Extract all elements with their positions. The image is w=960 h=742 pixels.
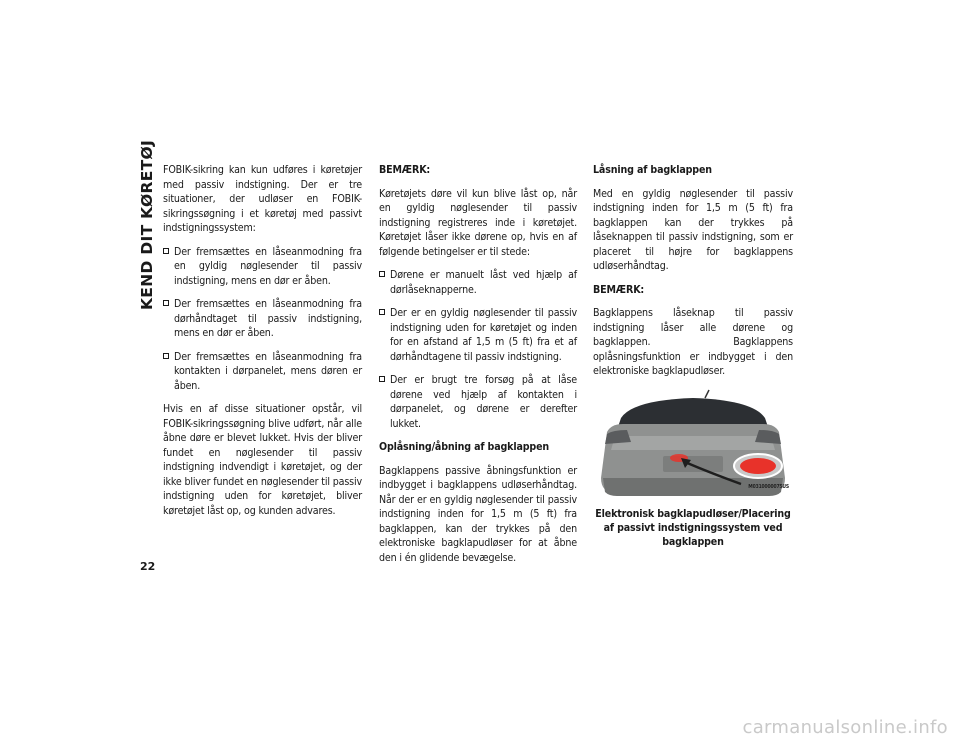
intro-paragraph: FOBIK-sikring kan kun udføres i køretøjer med passiv indstigning. Der er tre situationer, der udløser en FOBIK-sikringssøgning i et køretøj med passivt indstigningssystem:	[163, 164, 362, 234]
list-item-text: Dørene er manuelt låst ved hjælp af dørlåseknapperne.	[390, 269, 577, 296]
list-item	[379, 268, 577, 297]
watermark-logo: carmanualsonline.info	[742, 717, 948, 738]
section-heading: Låsning af bagklappen	[593, 164, 712, 176]
list-item	[379, 373, 577, 431]
column-1	[163, 163, 362, 527]
trigger-list	[163, 245, 362, 394]
column-3	[593, 163, 793, 558]
condition-list	[379, 268, 577, 431]
note-text: Bagklappens låseknap til passiv indstigning låser alle dørene og bagklappen. Bagklappens oplåsningsfunktion er indbygget i den elektroniske bagklapudløser.	[593, 307, 793, 377]
list-item	[163, 245, 362, 289]
list-item	[163, 297, 362, 341]
section-heading: Oplåsning/åbning af bagklappen	[379, 441, 550, 453]
checkbox-bullet-icon	[163, 248, 169, 254]
figure-caption: Elektronisk bagklapudløser/Placering af passivt indstigningssystem ved bagklappen	[595, 507, 791, 548]
figure-code: M0310000075US	[748, 484, 789, 490]
checkbox-bullet-icon	[379, 376, 385, 382]
list-item-text: Der er en gyldig nøglesender til passiv indstigning uden for køretøjet og inden for en afstand af 1,5 m (5 ft) fra et af dørhåndtagene til passiv indstigning.	[390, 307, 577, 363]
checkbox-bullet-icon	[379, 271, 385, 277]
list-item	[163, 350, 362, 394]
column-2	[379, 163, 577, 574]
body-paragraph: Med en gyldig nøglesender til passiv indstigning inden for 1,5 m (5 ft) fra bagklappen kan der trykkes på låseknappen til passiv indstigning, som er placeret til højre for bagklappens udløserhåndtag.	[593, 187, 793, 272]
note-label: BEMÆRK:	[593, 283, 645, 296]
list-item-text: Der er brugt tre forsøg på at låse dørene ved hjælp af kontakten i dørpanelet, og dørene er derefter lukket.	[390, 374, 577, 430]
outro-paragraph: Hvis en af disse situationer opstår, vil FOBIK-sikringssøgning blive udført, når alle åbne døre er blevet lukket. Hvis der bliver fundet en nøglesender til passiv indstigning indvendigt i køretøjet, og der ikke bliver fundet en nøglesender til passiv indstigning uden for køretøjet, bliver køretøjet låst op, og kunden advares.	[163, 403, 362, 517]
section-title-vertical: KEND DIT KØRETØJ	[138, 139, 156, 310]
list-item-text: Der fremsættes en låseanmodning fra en gyldig nøglesender til passiv indstigning, mens en dør er åben.	[174, 245, 362, 287]
list-item	[379, 306, 577, 364]
liftgate-figure	[593, 388, 793, 503]
list-item-text: Der fremsættes en låseanmodning fra dørhåndtaget til passiv indstigning, mens en dør er åben.	[174, 298, 362, 339]
list-item-text: Der fremsættes en låseanmodning fra kontakten i dørpanelet, mens døren er åben.	[174, 350, 362, 392]
body-paragraph: Bagklappens passive åbningsfunktion er indbygget i bagklappens udløserhåndtag. Når der er en gyldig nøglesender til passiv indstigning inden for 1,5 m (5 ft) fra bagklappen, kan der trykkes på den elektroniske bagklapudløser for at åbne den i én glidende bevægelse.	[379, 464, 577, 564]
checkbox-bullet-icon	[163, 300, 169, 306]
checkbox-bullet-icon	[163, 353, 169, 359]
page-number: 22	[140, 560, 156, 573]
note-label: BEMÆRK:	[379, 164, 431, 176]
checkbox-bullet-icon	[379, 309, 385, 315]
note-text: Køretøjets døre vil kun blive låst op, når en gyldig nøglesender til passiv indstigning registreres inde i køretøjet. Køretøjet låser ikke dørene op, hvis en af følgende betingelser er til stede:	[379, 187, 577, 258]
